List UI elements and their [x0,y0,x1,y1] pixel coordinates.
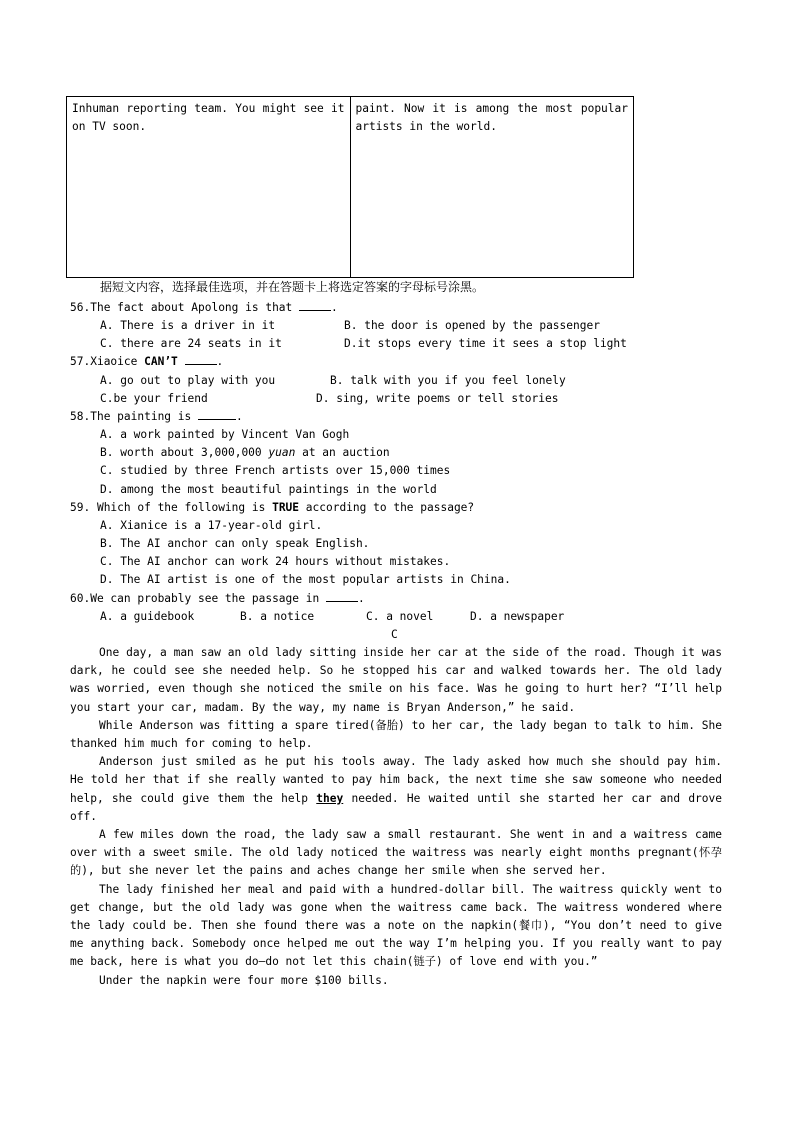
option-56-b: B. the door is opened by the passenger [344,319,600,332]
instruction: 据短文内容，选择最佳选项，并在答题卡上将选定答案的字母标号涂黑。 [100,280,485,294]
question-stem: Xiaoice [90,355,145,368]
paragraph-2: While Anderson was fitting a spare tired(备胎) to her car, the lady began to talk to him. She thanked him much for coming to help. [70,718,722,751]
option-59-a: A. Xianice is a 17-year-old girl. [100,519,323,532]
paragraph-6: Under the napkin were four more $100 bills. [99,973,389,987]
question-number: 59. [70,501,91,514]
question-59: 59. Which of the following is TRUE according to the passage? [70,501,475,514]
option-57-b: B. talk with you if you feel lonely [330,374,566,387]
option-58-a: A. a work painted by Vincent Van Gogh [100,428,350,441]
question-stem: Which of the following is [90,501,273,514]
paragraph-1: One day, a man saw an old lady sitting inside her car at the side of the road. Though it was dark, he could see she needed help. So he stopped his car and walked towards her. The old lady was worried, even though she noticed the smile on his face. Was he going to hurt her? “I’ll help you start your car, madam. By the way, my name is Bryan Anderson,” he said. [70,646,722,714]
question-60: 60.We can probably see the passage in . [70,592,365,605]
emphasis-text: TRUE [272,501,300,514]
answer-blank [198,409,236,420]
table-cell-left-text: Inhuman reporting team. You might see it on TV soon. [72,102,345,133]
italic-yuan: yuan [268,446,296,459]
question-stem: We can probably see the passage in [90,592,326,605]
question-58: 58.The painting is . [70,410,243,423]
emphasis-text: CAN’T [144,355,178,368]
question-number: 56. [70,301,91,314]
answer-blank [185,354,217,365]
table-cell-right [350,97,634,277]
answer-blank [326,591,358,602]
option-56-a: A. There is a driver in it [100,319,276,332]
question-number: 57. [70,355,91,368]
option-59-d: D. The AI artist is one of the most popular artists in China. [100,573,511,586]
paragraph-4: A few miles down the road, the lady saw a small restaurant. She went in and a waitress came over with a sweet smile. The old lady noticed the waitress was nearly eight months pregnant(怀孕的), but she never let the pains and aches change her smile when she served her. [70,828,722,878]
passage-c [70,644,722,990]
option-57-c: C.be your friend [100,392,208,405]
question-56: 56.The fact about Apolong is that . [70,301,338,314]
option-60-b: B. a notice [240,610,315,623]
table-cell-left [67,97,350,277]
option-58-c: C. studied by three French artists over 15,000 times [100,464,451,477]
option-56-d: D.it stops every time it sees a stop light [344,337,627,350]
paragraph-3: Anderson just smiled as he put his tools away. The lady asked how much she should pay him. He told her that if she really wanted to pay him back, the next time she saw someone who needed help, she could give them the help they needed. He waited until she started her car and drove off. [70,755,722,823]
option-59-c: C. The AI anchor can work 24 hours without mistakes. [100,555,451,568]
paragraph-5: The lady finished her meal and paid with a hundred-dollar bill. The waitress quickly went to get change, but the old lady was gone when the waitress came back. The waitress wondered where the lady could be. Then she found there was a note on the napkin(餐巾), “You don’t need to give me anything back. Somebody once helped me out the way I’m helping you. If you really want to pay me back, here is what you do—do not let this chain(链子) of love end with you.” [70,882,722,969]
option-60-c: C. a novel [366,610,434,623]
passage-table [66,96,634,278]
option-58-d: D. among the most beautiful paintings in the world [100,483,437,496]
option-60-a: A. a guidebook [100,610,195,623]
option-59-b: B. The AI anchor can only speak English. [100,537,370,550]
option-60-d: D. a newspaper [470,610,565,623]
option-56-c: C. there are 24 seats in it [100,337,282,350]
question-stem: The fact about Apolong is that [90,301,300,314]
question-number: 58. [70,410,91,423]
table-cell-right-text: paint. Now it is among the most popular artists in the world. [355,102,628,133]
question-number: 60. [70,592,91,605]
question-57: 57.Xiaoice CAN’T . [70,355,224,368]
section-label: C [391,628,398,641]
option-58-b: B. worth about 3,000,000 yuan at an auction [100,446,390,459]
underlined-word-they: they [316,791,344,805]
option-57-a: A. go out to play with you [100,374,276,387]
option-57-d: D. sing, write poems or tell stories [316,392,559,405]
question-stem: The painting is [90,410,198,423]
answer-blank [299,300,331,311]
